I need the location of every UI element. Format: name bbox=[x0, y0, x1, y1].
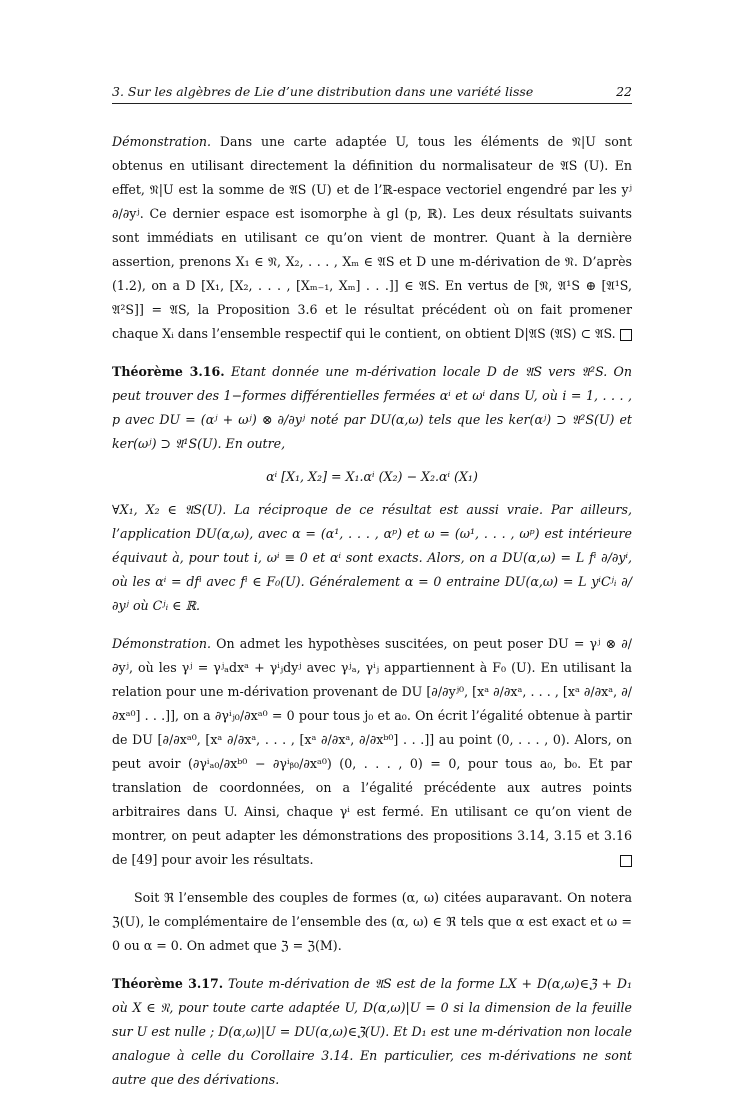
running-header bbox=[112, 84, 632, 104]
theorem-text: Toute m-dérivation de 𝔄S est de la forme LX + D(α,ω)∈ℨ + D₁ où X ∈ 𝔑, pour toute carte adaptée U, D(α,ω)|U = 0 si la dimension de la feuille sur U est nulle ; D(α,ω)|U = DU(α,ω)∈ℨ(U). Et D₁ est une m-dérivation non locale analogue à celle du Corollaire 3.14. En particulier, ces m-dérivations ne sont autre que des dérivations. bbox=[112, 976, 632, 1087]
qed-square-icon bbox=[620, 855, 632, 867]
proof-lead: Démonstration. bbox=[112, 134, 212, 149]
proof-paragraph-2 bbox=[112, 632, 632, 872]
theorem-continuation: ∀X₁, X₂ ∈ 𝔄S(U). La réciproque de ce résultat est aussi vraie. Par ailleurs, l’application DU(α,ω), avec α = (α¹, . . . , αᵖ) et ω = (ω¹, . . . , ωᵖ) est intérieure équivaut à, pour tout i, ωⁱ ≡ 0 et αⁱ sont exacts. Alors, on a DU(α,ω) = L fⁱ ∂/∂yⁱ, où les αⁱ = dfⁱ avec fⁱ ∈ F₀(U). Généralement α = 0 entraine DU(α,ω) = L yⁱCʲᵢ ∂/∂yʲ où Cʲᵢ ∈ ℝ. bbox=[112, 502, 632, 613]
theorem-paragraph bbox=[112, 360, 632, 456]
proof-block-2 bbox=[112, 632, 632, 872]
page bbox=[112, 84, 632, 1106]
proof-paragraph-1 bbox=[112, 130, 632, 346]
header-title: 3. Sur les algèbres de Lie d’une distribution dans une variété lisse bbox=[112, 84, 534, 99]
theorem-text: Etant donnée une m-dérivation locale D de 𝔄S vers 𝔄²S. On peut trouver des 1−formes différentielles fermées αⁱ et ωⁱ dans U, où i = 1, . . . , p avec DU = (αʲ + ωʲ) ⊗ ∂/∂yʲ noté par DU(α,ω) tels que les ker(αʲ) ⊃ 𝔄²S(U) et ker(ωʲ) ⊃ 𝔄¹S(U). En outre, bbox=[112, 364, 632, 451]
proof-block-1 bbox=[112, 130, 632, 346]
body-paragraph bbox=[112, 886, 632, 958]
theorem-3-17 bbox=[112, 972, 632, 1092]
theorem-3-16 bbox=[112, 360, 632, 618]
proof-lead: Démonstration. bbox=[112, 636, 212, 651]
theorem-paragraph bbox=[112, 972, 632, 1092]
theorem-title: Théorème 3.17. bbox=[112, 976, 224, 991]
paragraph-text: Soit ℜ l’ensemble des couples de formes (α, ω) citées auparavant. On notera ℨ(U), le complémentaire de l’ensemble des (α, ω) ∈ ℜ tels que α est exact et ω = 0 ou α = 0. On admet que ℨ = ℨ(M). bbox=[112, 890, 632, 953]
display-equation: αⁱ [X₁, X₂] = X₁.αⁱ (X₂) − X₂.αⁱ (X₁) bbox=[266, 469, 478, 484]
proof-text: On admet les hypothèses suscitées, on peut poser DU = γʲ ⊗ ∂/∂yʲ, où les γʲ = γʲₐdxᵃ + γⁱⱼdyʲ avec γʲₐ, γⁱⱼ appartiennent à F₀ (U). En utilisant la relation pour une m-dérivation provenant de DU [∂/∂yʲ⁰, [xᵃ ∂/∂xᵃ, . . . , [xᵃ ∂/∂xᵃ, ∂/∂xᵃ⁰] . . .]], on a ∂γⁱⱼ₀/∂xᵃ⁰ = 0 pour tous j₀ et a₀. On écrit l’égalité obtenue à partir de DU [∂/∂xᵃ⁰, [xᵃ ∂/∂xᵃ, . . . , [xᵃ ∂/∂xᵃ, ∂/∂xᵇ⁰] . . .]] au point (0, . . . , 0). Alors, on peut avoir (∂γⁱₐ₀/∂xᵇ⁰ − ∂γⁱᵦ₀/∂xᵃ⁰) (0, . . . , 0) = 0, pour tous a₀, b₀. Et par translation de coordonnées, on a l’égalité précédente aux autres points arbitraires dans U. Ainsi, chaque γⁱ est fermé. En utilisant ce qu’on vient de montrer, on peut adapter les démonstrations des propositions 3.14, 3.15 et 3.16 de [49] pour avoir les résultats. bbox=[112, 636, 632, 867]
theorem-title: Théorème 3.16. bbox=[112, 364, 225, 379]
qed-square-icon bbox=[620, 329, 632, 341]
page-number: 22 bbox=[616, 84, 632, 99]
proof-text: Dans une carte adaptée U, tous les éléments de 𝔑|U sont obtenus en utilisant directement la définition du normalisateur de 𝔄S (U). En effet, 𝔑|U est la somme de 𝔄S (U) et de l’ℝ-espace vectoriel engendré par les yʲ ∂/∂yʲ. Ce dernier espace est isomorphe à gl (p, ℝ). Les deux résultats suivants sont immédiats en utilisant ce qu’on vient de montrer. Quant à la dernière assertion, prenons X₁ ∈ 𝔑, X₂, . . . , Xₘ ∈ 𝔄S et D une m-dérivation de 𝔑. D’après (1.2), on a D [X₁, [X₂, . . . , [Xₘ₋₁, Xₘ] . . .]] ∈ 𝔄S. En vertus de [𝔑, 𝔄¹S ⊕ [𝔄¹S, 𝔄²S]] = 𝔄S, la Proposition 3.6 et le résultat précédent où on fait promener chaque Xᵢ dans l’ensemble respectif qui le contient, on obtient D|𝔄S (𝔄S) ⊂ 𝔄S. bbox=[112, 134, 632, 341]
